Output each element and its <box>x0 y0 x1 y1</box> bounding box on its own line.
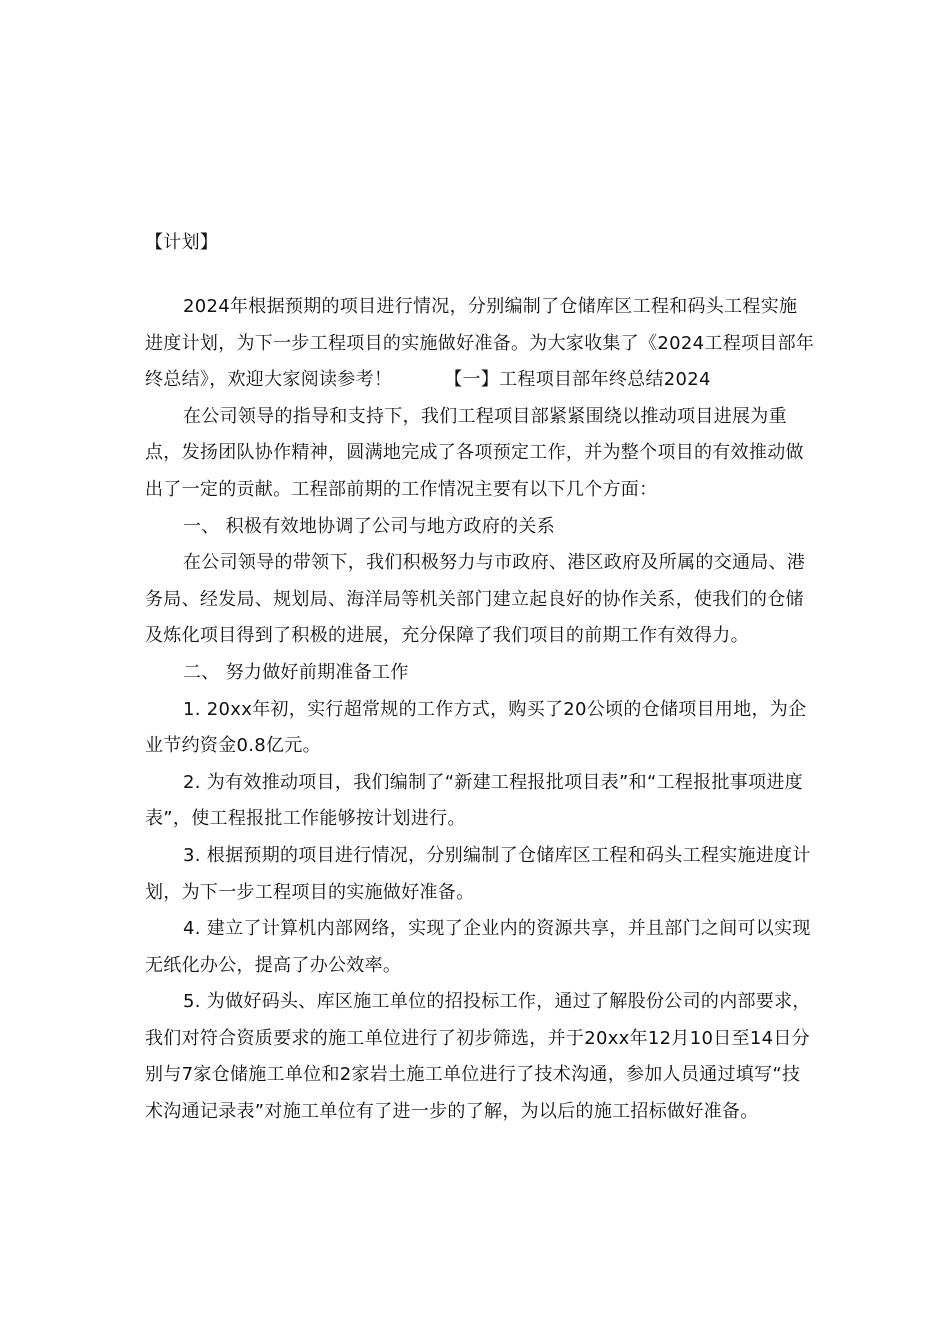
list-item-1: 1. 20xx年初，实行超常规的工作方式，购买了20公顷的仓储项目用地，为企业节约资金0.8亿元。 <box>145 698 807 757</box>
paragraph-2: 在公司领导的带领下，我们积极努力与市政府、港区政府及所属的交通局、港务局、经发局、规划局、海洋局等机关部门建立起良好的协作关系，使我们的仓储及炼化项目得到了积极的进展，充分保障了我们项目的前期工作有效得力。 <box>145 552 806 647</box>
document-body <box>145 289 815 1131</box>
intro-text: 2024年根据预期的项目进行情况，分别编制了仓储库区工程和码头工程实施进度计划，为下一步工程项目的实施做好准备。为大家收集了《2024工程项目部年终总结》，欢迎大家阅读参考！ <box>145 296 815 391</box>
list-item-3: 3. 根据预期的项目进行情况，分别编制了仓储库区工程和码头工程实施进度计划，为下一步工程项目的实施做好准备。 <box>145 844 811 903</box>
section-title-1: 一、 积极有效地协调了公司与地方政府的关系 <box>183 515 556 537</box>
intro-paragraph <box>145 289 815 399</box>
section-title-2: 二、 努力做好前期准备工作 <box>183 661 409 683</box>
document-heading: 【计划】 <box>145 232 219 253</box>
list-item-4: 4. 建立了计算机内部网络，实现了企业内的资源共享，并且部门之间可以实现无纸化办公，提高了办公效率。 <box>145 918 811 976</box>
list-item-2: 2. 为有效推动项目，我们编制了“新建工程报批项目表”和“工程报批事项进度表”，使工程报批工作能够按计划进行。 <box>145 771 803 830</box>
list-item-5: 5. 为做好码头、库区施工单位的招投标工作，通过了解股份公司的内部要求，我们对符合资质要求的施工单位进行了初步筛选，并于20xx年12月10日至14日分别与7家仓储施工单位和2家岩土施工单位进行了技术沟通，参加人员通过填写“技术沟通记录表”对施工单位有了进一步的了解，为以后的施工招标做好准备。 <box>145 991 811 1123</box>
paragraph-1: 在公司领导的指导和支持下，我们工程项目部紧紧围绕以推动项目进展为重点，发扬团队协作精神，圆满地完成了各项预定工作，并为整个项目的有效推动做出了一定的贡献。工程部前期的工作情况主要有以下几个方面： <box>145 405 804 500</box>
article-title: 【一】工程项目部年终总结2024 <box>444 369 711 391</box>
